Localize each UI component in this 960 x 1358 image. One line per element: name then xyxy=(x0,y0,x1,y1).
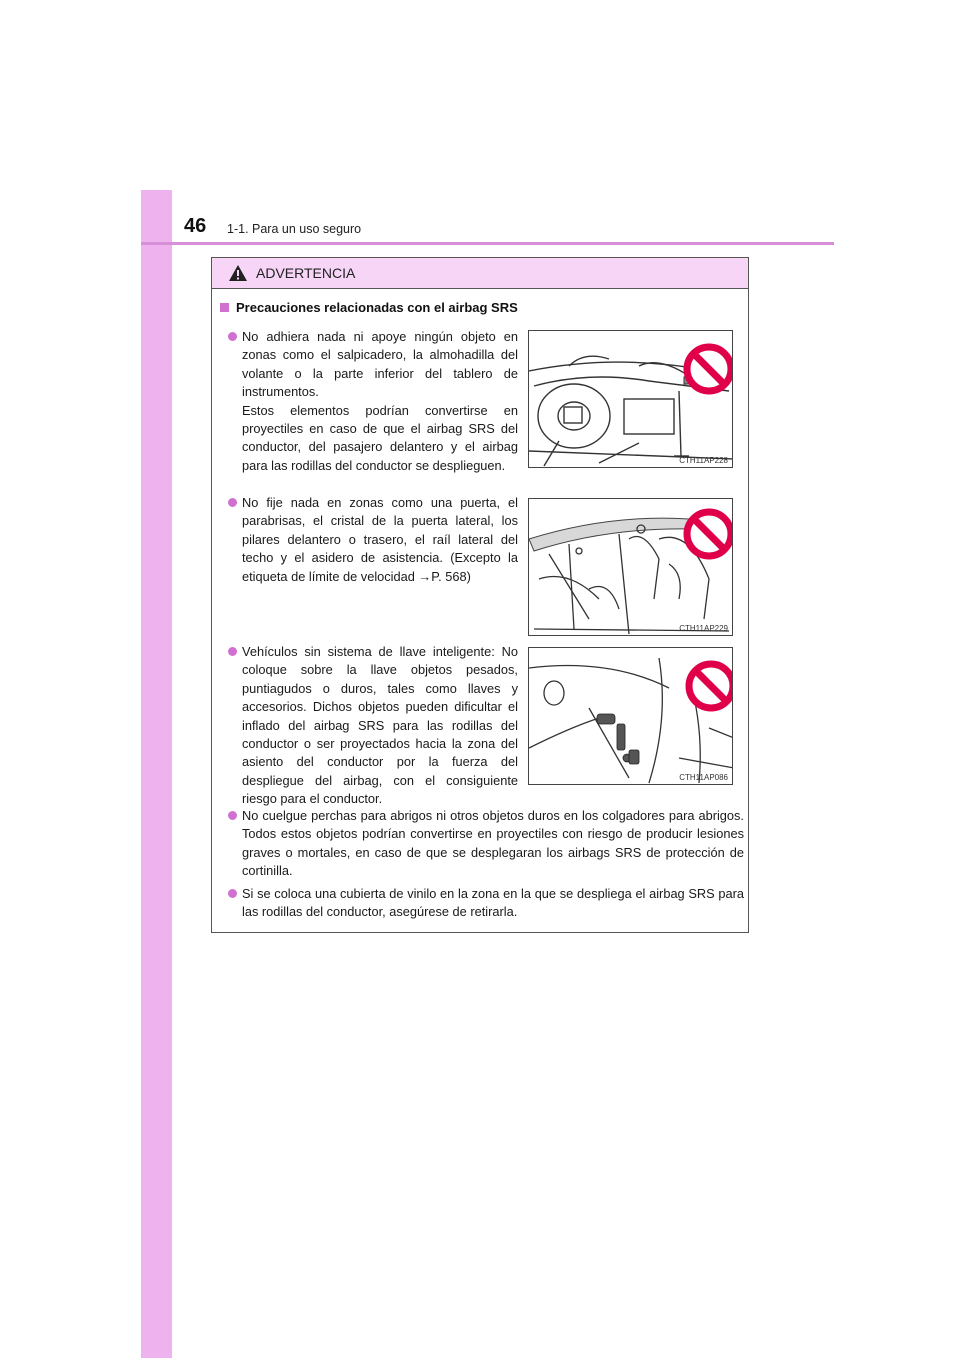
round-bullet-icon xyxy=(228,332,237,341)
cabin-illustration xyxy=(529,499,733,636)
figure-code: CTH11AP086 xyxy=(679,773,728,782)
warning-header xyxy=(212,258,748,289)
prohibition-icon xyxy=(689,664,733,708)
key-illustration xyxy=(529,648,733,785)
figure-key-illustration xyxy=(528,647,733,785)
item-text: Vehículos sin sistema de llave inteligente: No coloque sobre la llave objetos pesados, puntiagudos o duros, tales como llaves y accesorios. Dichos objetos pueden dificultar el inflado del airbag SRS para las rodillas del conductor o ser proyectados hacia la zona del asiento del conductor por la fuerza del despliegue del airbag, con el consiguiente riesgo para el conductor. xyxy=(242,644,518,807)
page-number: 46 xyxy=(184,215,207,237)
section-title: 1-1. Para un uso seguro xyxy=(227,222,362,236)
side-tab-strip xyxy=(141,190,172,1358)
list-item xyxy=(228,885,744,922)
list-item xyxy=(228,328,518,475)
round-bullet-icon xyxy=(228,498,237,507)
figure-code: CTH11AP228 xyxy=(679,456,728,465)
prohibition-icon xyxy=(687,512,731,556)
warning-subheading xyxy=(220,300,518,315)
list-item xyxy=(228,494,518,586)
warning-box xyxy=(211,257,749,933)
round-bullet-icon xyxy=(228,647,237,656)
prohibition-icon xyxy=(687,347,731,391)
square-bullet-icon xyxy=(220,303,229,312)
round-bullet-icon xyxy=(228,889,237,898)
item-text: No fije nada en zonas como una puerta, el parabrisas, el cristal de la puerta lateral, los pilares delantero o trasero, el raíl lateral del techo y el asidero de asistencia. (Excepto la etiqueta de límite de velocidad →P. 568) xyxy=(242,495,518,584)
item-text: No cuelgue perchas para abrigos ni otros objetos duros en los colgadores para abrigos. Todos estos objetos podrían convertirse en proyectiles con riesgo de producir lesiones graves o mortales, en caso de que se desplegaran los airbags SRS de protección de cortinilla. xyxy=(242,808,744,879)
subheading-text: Precauciones relacionadas con el airbag SRS xyxy=(236,300,518,315)
warning-triangle-icon xyxy=(228,264,248,282)
item-text: Si se coloca una cubierta de vinilo en la zona en la que se despliega el airbag SRS para las rodillas del conductor, asegúrese de retirarla. xyxy=(242,886,744,920)
item-text: No adhiera nada ni apoye ningún objeto en zonas como el salpicadero, la almohadilla del volante o la parte inferior del tablero de instrumentos. Estos elementos podrían convertirse en proyectiles en caso de que el airbag SRS del conductor, del pasajero delantero y el airbag para las rodillas del conductor se desplieguen. xyxy=(242,329,518,473)
list-item xyxy=(228,807,744,881)
list-item xyxy=(228,643,518,809)
figure-cabin-illustration xyxy=(528,498,733,636)
header-divider xyxy=(141,242,834,245)
figure-dashboard-illustration xyxy=(528,330,733,468)
dashboard-illustration xyxy=(529,331,733,468)
round-bullet-icon xyxy=(228,811,237,820)
warning-title: ADVERTENCIA xyxy=(256,265,356,281)
figure-code: CTH11AP229 xyxy=(679,624,728,633)
